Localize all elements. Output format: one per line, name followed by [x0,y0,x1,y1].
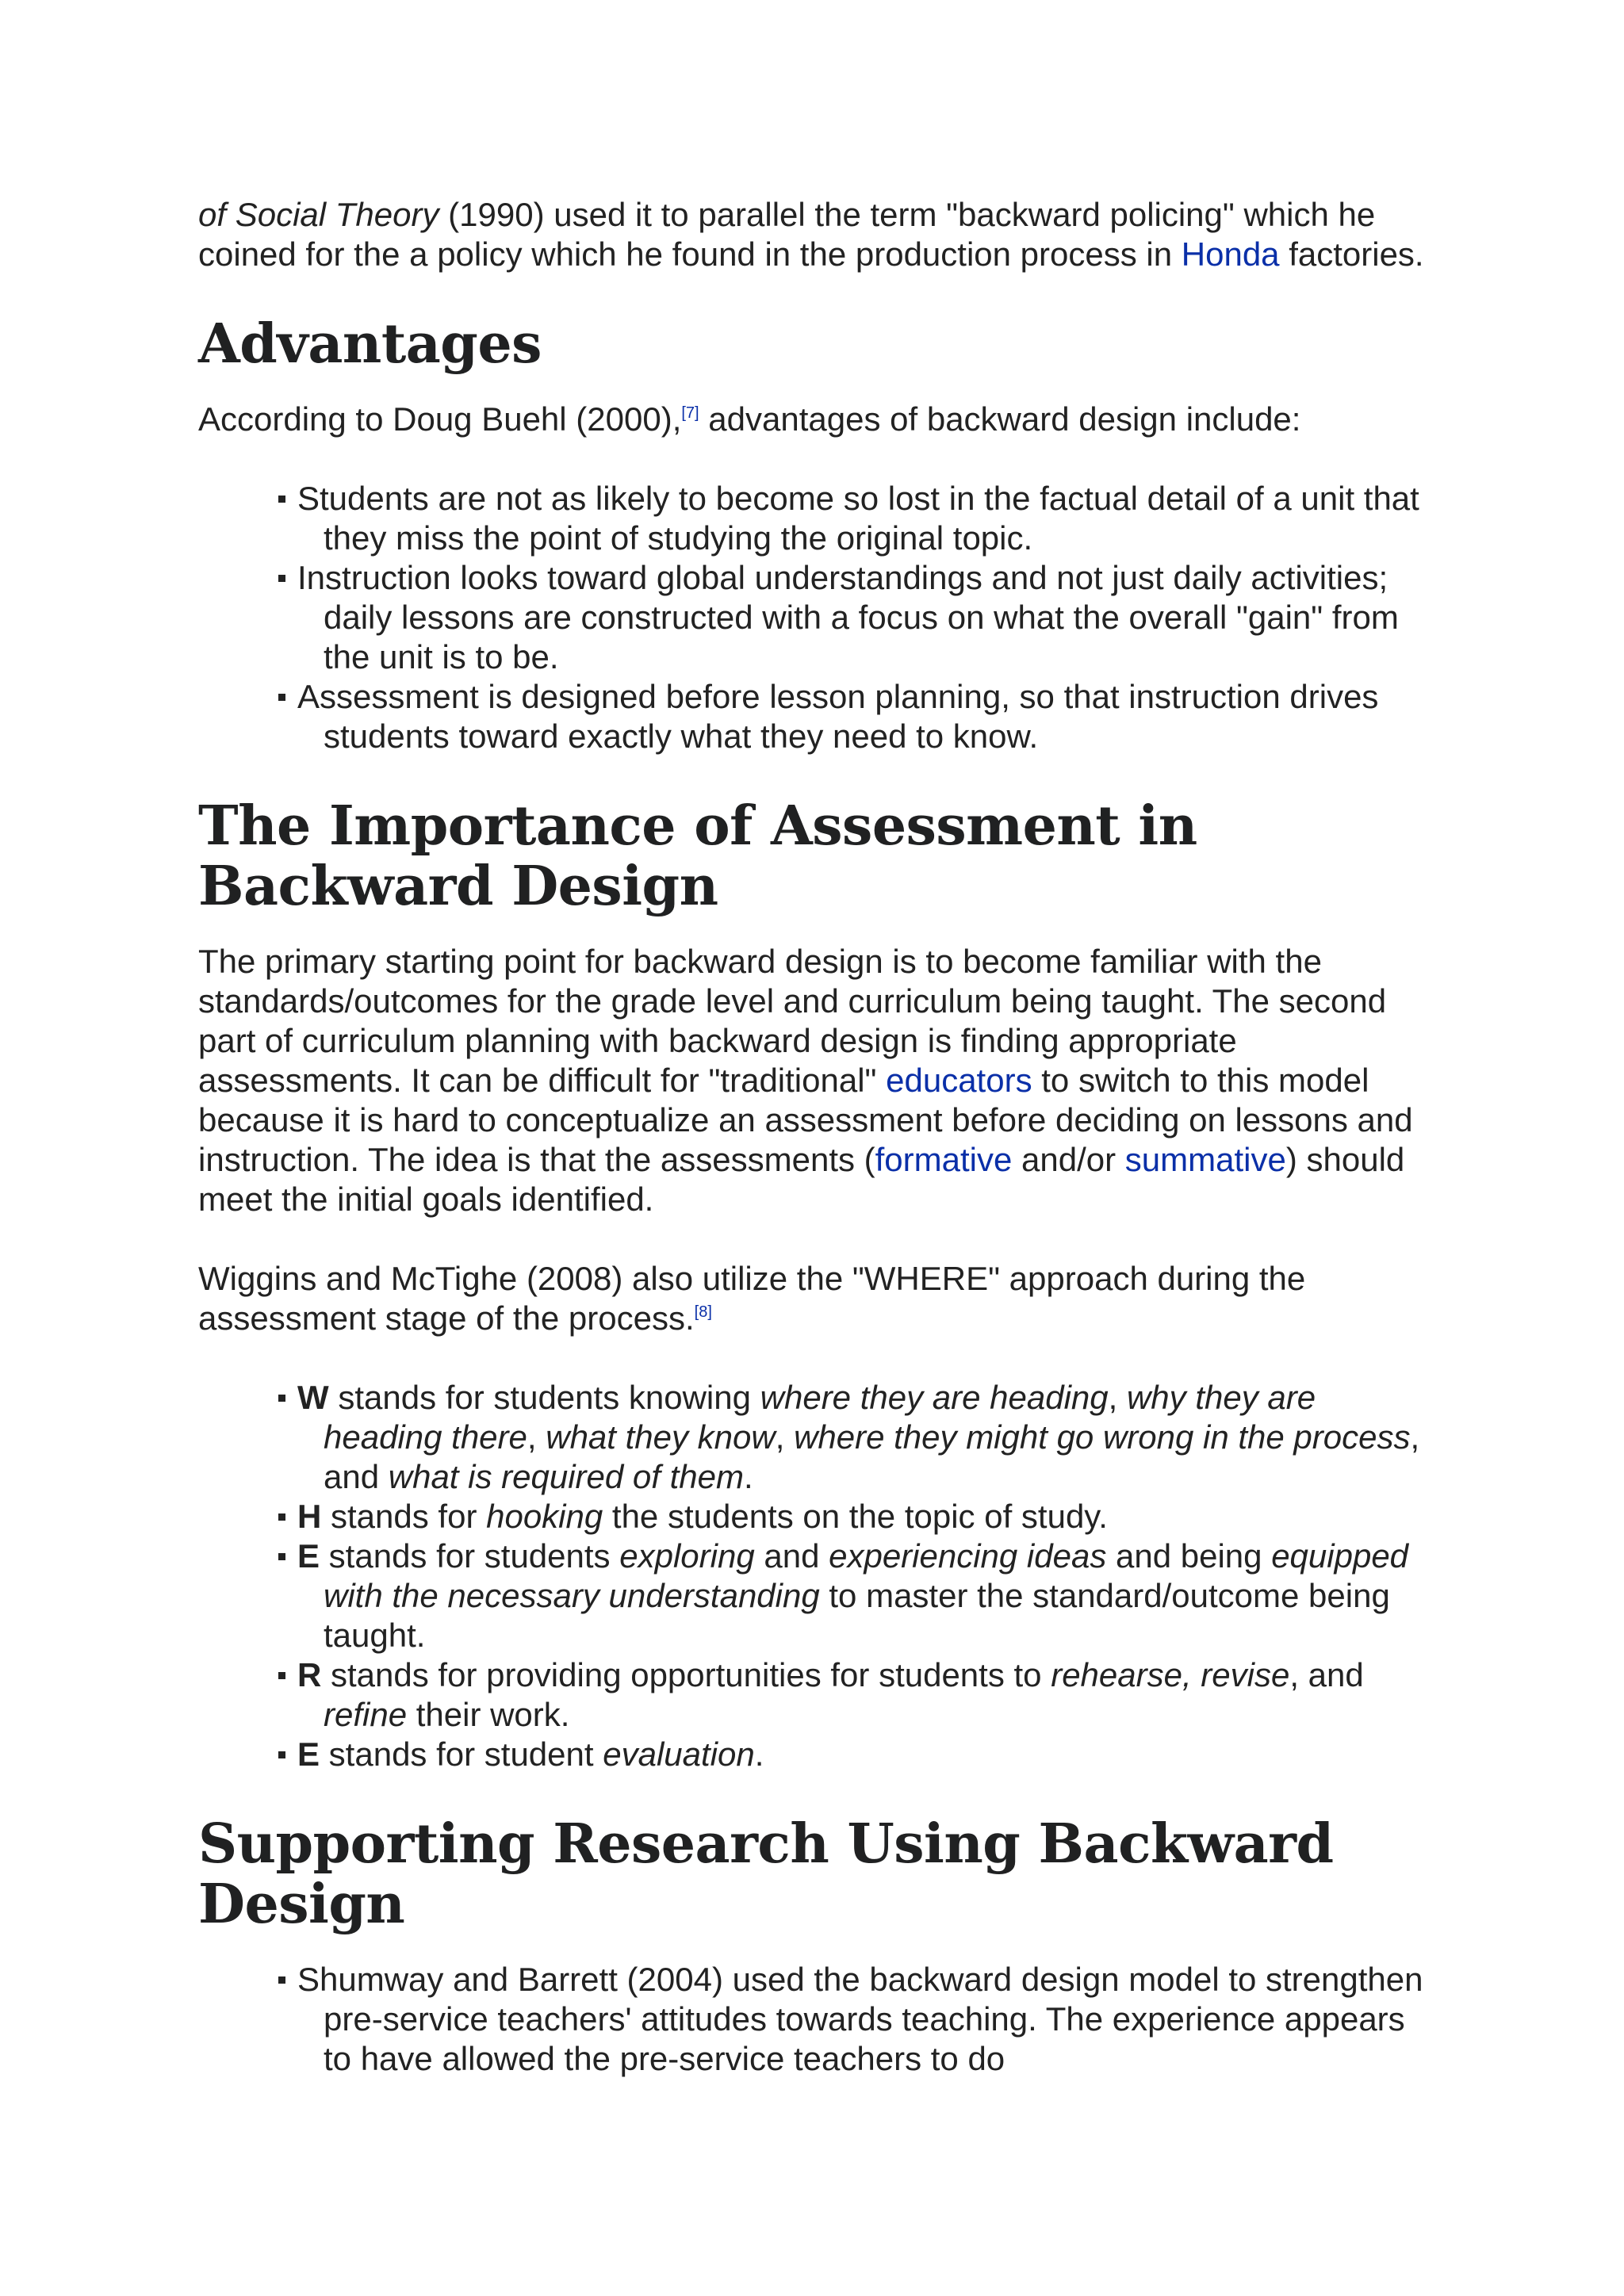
list-item [297,1497,1435,1536]
importance-paragraph-2 [198,1259,1435,1338]
intro-paragraph [198,195,1435,274]
educators-link[interactable]: educators [886,1062,1032,1099]
research-list [198,1960,1435,2079]
where-text: and being [1106,1537,1272,1575]
where-italic: refine [324,1696,408,1733]
where-italic: what is required of them [388,1458,744,1495]
list-item: Shumway and Barrett (2004) used the backward design model to strengthen pre-service teachers' attitudes towards teaching. The experience appears to have allowed the pre-service teachers to do [297,1960,1435,2079]
intro-text: (1990) used it to parallel the term "backward policing" which he coined for the a policy which he found in the production process in [198,196,1376,273]
article-content [198,195,1435,2118]
where-text: . [754,1735,764,1773]
where-text: the students on the topic of study. [603,1498,1108,1535]
summative-link[interactable]: summative [1124,1141,1286,1178]
list-item: Instruction looks toward global understandings and not just daily activities; daily lessons are constructed with a focus on what the overall "gain" from the unit is to be. [297,558,1435,677]
list-item [297,1536,1435,1655]
advantages-lead [198,400,1435,439]
where-list [198,1378,1435,1774]
importance-text-b: to switch to this model because it is hard to conceptualize an assessment before deciding on lessons and instruction. The idea is that the assessments ( [198,1062,1413,1178]
importance-text-a: The primary starting point for backward design is to become familiar with the standards/outcomes for the grade level and curriculum being taught. The second part of curriculum planning with backward design is finding appropriate assessments. It can be difficult for "traditional" [198,943,1387,1099]
where-text: , [527,1418,546,1456]
where-letter: W [297,1379,329,1416]
importance-heading: The Importance of Assessment in Backward Design [198,794,1197,918]
intro-italic: of Social Theory [198,196,439,233]
honda-link[interactable]: Honda [1181,235,1280,273]
where-letter: E [297,1537,320,1575]
list-item [297,1735,1435,1774]
where-letter: R [297,1656,322,1693]
where-intro-text: Wiggins and McTighe (2008) also utilize the "WHERE" approach during the assessment stage of the process. [198,1260,1306,1337]
list-item [297,1378,1435,1497]
advantages-lead-b: advantages of backward design include: [699,400,1301,438]
advantages-heading: Advantages [198,312,542,376]
where-text: and [754,1537,829,1575]
where-italic: equipped with the necessary understanding [324,1537,1409,1614]
citation-8-link[interactable]: [8] [694,1303,712,1321]
where-italic: evaluation [603,1735,755,1773]
citation-7-link[interactable]: [7] [681,404,699,422]
list-item: Assessment is designed before lesson planning, so that instruction drives students toward exactly what they need to know. [297,677,1435,756]
where-italic: what they know [546,1418,776,1456]
where-text: , and [1289,1656,1364,1693]
where-italic: rehearse, revise [1051,1656,1290,1693]
advantages-lead-a: According to Doug Buehl (2000), [198,400,682,438]
where-italic: experiencing ideas [829,1537,1107,1575]
where-text: stands for students [320,1537,620,1575]
importance-text-d: ) should meet the initial goals identified. [198,1141,1405,1218]
where-text: stands for students knowing [328,1379,760,1416]
where-text: their work. [407,1696,570,1733]
formative-link[interactable]: formative [875,1141,1013,1178]
where-text: , [1108,1379,1127,1416]
research-heading: Supporting Research Using Backward Design [198,1812,1334,1936]
intro-text-end: factories. [1279,235,1424,273]
where-italic: where they might go wrong in the process [794,1418,1411,1456]
importance-paragraph-1 [198,942,1435,1219]
where-text: . [743,1458,753,1495]
where-letter: H [297,1498,322,1535]
where-text: , [775,1418,795,1456]
where-text: stands for providing opportunities for students to [321,1656,1051,1693]
advantages-list [198,479,1435,756]
list-item: Students are not as likely to become so lost in the factual detail of a unit that they miss the point of studying the original topic. [297,479,1435,558]
where-text: , and [324,1418,1420,1495]
where-text: to master the standard/outcome being taught. [324,1577,1390,1654]
where-italic: hooking [486,1498,603,1535]
where-letter: E [297,1735,320,1773]
importance-text-c: and/or [1012,1141,1125,1178]
where-text: stands for [321,1498,487,1535]
where-italic: exploring [619,1537,755,1575]
where-text: stands for student [320,1735,603,1773]
where-italic: why they are heading there [324,1379,1316,1456]
where-italic: where they are heading [760,1379,1109,1416]
list-item [297,1655,1435,1735]
